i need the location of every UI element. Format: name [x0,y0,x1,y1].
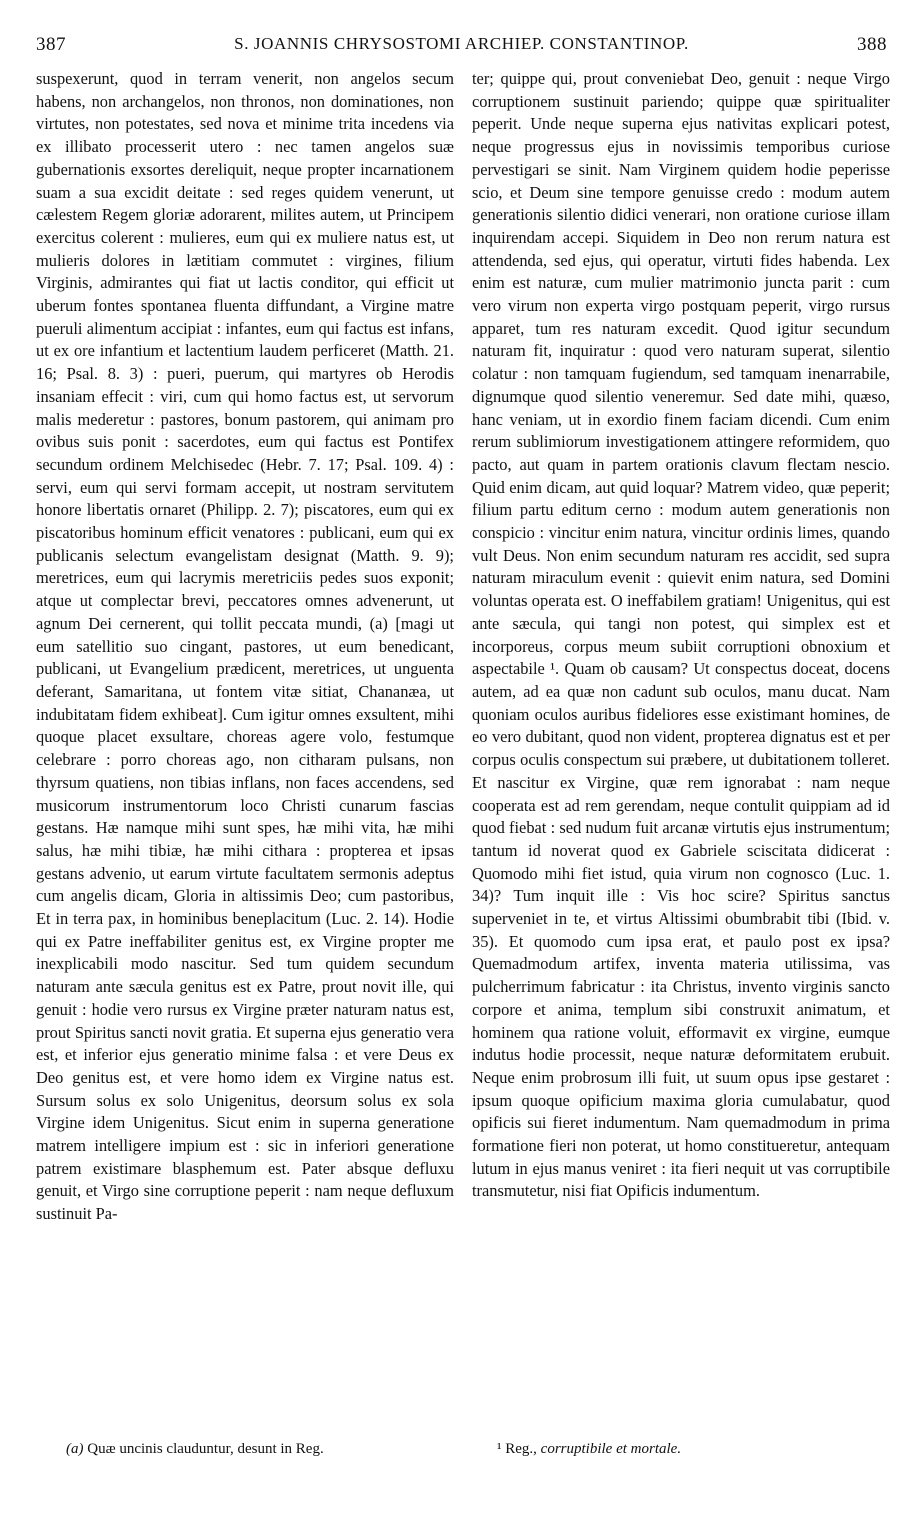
footnote-right [497,1440,887,1459]
left-column-text: suspexerunt, quod in terram venerit, non angelos secum habens, non archangelos, non thronos, non dominationes, non virtutes, non potestates, sed nova et minime trita incedens via ex illibato processerit utero : nec tamen angelos suæ gubernationis exsortes dereliquit, neque propter incarnationem suam a sua excidit deitate : sed reges quidem venerunt, ut cælestem Regem gloriæ adorarent, milites autem, ut Principem exercitus colerent : mulieres, eum qui ex muliere natus est, ut mulieris dolores in lætitiam commutet : virgines, filium Virginis, admirantes qui fiat ut lactis conditor, qui efficit ut uberum fontes spontanea fluenta diffundant, a Virgine matre pueruli alimentum accipiat : infantes, eum qui factus est infans, ut ex ore infantium et lactentium laudem perficeret (Matth. 21. 16; Psal. 8. 3) : pueri, puerum, qui martyres ob Herodis insaniam effecit : viri, cum qui homo factus est, ut servorum malis mederetur : pastores, bonum pastorem, qui animam pro ovibus suis ponit : sacerdotes, eum qui factus est Pontifex secundum ordinem Melchisedec (Hebr. 7. 17; Psal. 109. 4) : servi, eum qui servi formam accepit, ut nostram servitutem honore libertatis ornaret (Philipp. 2. 7); piscatores, eum qui ex piscatoribus hominum efficit venatores : publicani, eum qui ex publicanis selectum evangelistam designat (Matth. 9. 9); meretrices, eum qui lacrymis meretriciis pedes suos exponit; atque ut complectar brevi, peccatores omnes advenerunt, ut agnum Dei cernerent, qui tollit peccata mundi, (a) [magi ut eum satellitio suo cingant, pastores, ut eum benedicant, publicani, ut Evangelium prædicent, meretrices, ut unguenta deferant, Samaritana, ut fontem vitæ sitiat, Chananæa, ut indubitatam fidem exhibeat]. Cum igitur omnes exsultent, mihi quoque placet exsultare, choreas agere volo, festumque celebrare : porro choreas ago, non citharam pulsans, non thyrsum quatiens, non tibias inflans, non faces accendens, sed musicorum instrumentorum loco Christi cunarum fascias gestans. Hæ namque mihi sunt spes, hæ mihi vita, hæ mihi salus, hæ mihi tibiæ, hæ mihi cithara : propterea et ipsas gestans advenio, ut earum virtute facultatem sermonis adeptus cum angelis dicam, Gloria in altissimis Deo; cum pastoribus, Et in terra pax, in hominibus beneplacitum (Luc. 2. 14). Hodie qui ex Patre ineffabiliter genitus est, ex Virgine propter me inexplicabili modo nascitur. Sed tum quidem secundum naturam ante sæcula genitus est ex Patre, prout novit ille, qui genuit : hodie vero rursus ex Virgine præter naturam natus est, prout Spiritus sancti novit gratia. Et superna ejus generatio vera est, et inferior ejus generatio minime falsa : et vere Deus ex Deo genitus est, et vere homo idem ex Virgine natus est. Sursum solus ex solo Unigenitus, deorsum solus ex sola Virgine idem Unigenitus. Sicut enim in superna generatione matrem intelligere impium est : sic in inferiori generatione patrem existimare blasphemum est. Pater absque defluxu genuit, et Virgo sine corruptione peperit : nam neque defluxum sustinuit Pa- [36,69,454,1224]
right-column [472,68,890,1426]
right-column-text: ter; quippe qui, prout conveniebat Deo, genuit : neque Virgo corruptionem sustinuit pariendo; quippe quæ spiritualiter peperit. Unde neque superna ejus nativitas explicari potest, neque progressus ejus in novissimis temporibus curiose pervestigari se sinit. Nam Virginem quidem hodie peperisse scio, et Deum sine tempore genuisse credo : modum autem generationis silentio didici venerari, non oratione curiose illam inquirendam accepi. Siquidem in Deo non rerum natura est attendenda, sed ejus, qui operatur, virtuti fides habenda. Lex enim est naturæ, cum mulier matrimonio juncta parit : cum vero virum non experta virgo postquam peperit, virgo rursus apparet, tum res naturam excedit. Quod igitur secundum naturam fit, inquiratur : quod vero naturam superat, silentio colatur : non tamquam fugiendum, sed tamquam inenarrabile, dignumque quod silentio veneremur. Sed date mihi, quæso, hanc veniam, ut in exordio finem faciam dicendi. Cum enim rerum sublimiorum investigationem attingere reformidem, quo pacto, aut quam in partem orationis clavum flectam nescio. Quid enim dicam, aut quid loquar? Matrem video, quæ peperit; filium partu editum cerno : modum autem generationis non conspicio : vincitur enim natura, vincitur ordinis limes, quando vult Deus. Non enim secundum naturam res accidit, sed supra naturam miraculum evenit : quievit enim natura, sed Domini voluntas operata est. O ineffabilem gratiam! Unigenitus, qui est ante sæcula, qui tangi non potest, qui simplex est et incorporeus, corpus meum subiit corruptioni obnoxium et aspectabile ¹. Quam ob causam? Ut conspectus doceat, docens autem, ad ea quæ non cadunt sub oculos, manu ducat. Nam quoniam oculos auribus fideliores esse existimant homines, de eo vero dubitant, quod non vident, propterea dignatus est et per corpus oculis conspectum sui præbere, ut dubitationem tolleret. Et nascitur ex Virgine, quæ rem ignorabat : nam neque cooperata est ad rem gerendam, neque contulit quippiam ad id quod fiebat : sed nudum fuit arcanæ virtutis ejus instrumentum; tantum id noverat quod ex Gabriele sciscitata didicerat : Quomodo mihi fiet istud, quia virum non cognosco (Luc. 1. 34)? Tum inquit ille : Vis hoc scire? Spiritus sanctus superveniet in te, et virtus Altissimi obumbrabit tibi (Ibid. v. 35). Et quomodo cum ipsa erat, et paulo post ex ipsa? Quemadmodum artifex, inventa materia utilissima, vas pulcherrimum fabricatur : ita Christus, invento virginis sancto corpore et anima, templum sibi construxit animatum, et hominem qua ratione voluit, efformavit ex virgine, eumque indutus hodie processit, neque naturæ deformitatem erubuit. Neque enim probrosum illi fuit, ut suum opus ipse gestaret : ipsum quoque opificium maxima gloria cumulabatur, quod opificis sui fieret indumentum. Nam quemadmodum in prima formatione fieri non poterat, ut homo constitueretur, antequam lutum in ejus manus veniret : ita fieri nequit ut vas corruptibile transmutetur, nisi fiat Opificis indumentum. [472,69,890,1201]
left-column [36,68,454,1426]
footnote-left-text: Quæ uncinis clauduntur, desunt in Reg. [87,1441,324,1457]
footnote-left-mark: (a) [66,1441,84,1457]
page-header [36,34,887,60]
footnote-right-italic: corruptibile et mortale. [540,1441,682,1457]
running-title: S. JOANNIS CHRYSOSTOMI ARCHIEP. CONSTANTINOP. [234,34,689,53]
footnote-right-text: Reg., [505,1441,537,1457]
footnote-left [66,1440,456,1459]
footnote-right-mark: ¹ [497,1441,502,1457]
page-number-right: 388 [857,34,887,55]
page-number-left: 387 [36,34,66,55]
